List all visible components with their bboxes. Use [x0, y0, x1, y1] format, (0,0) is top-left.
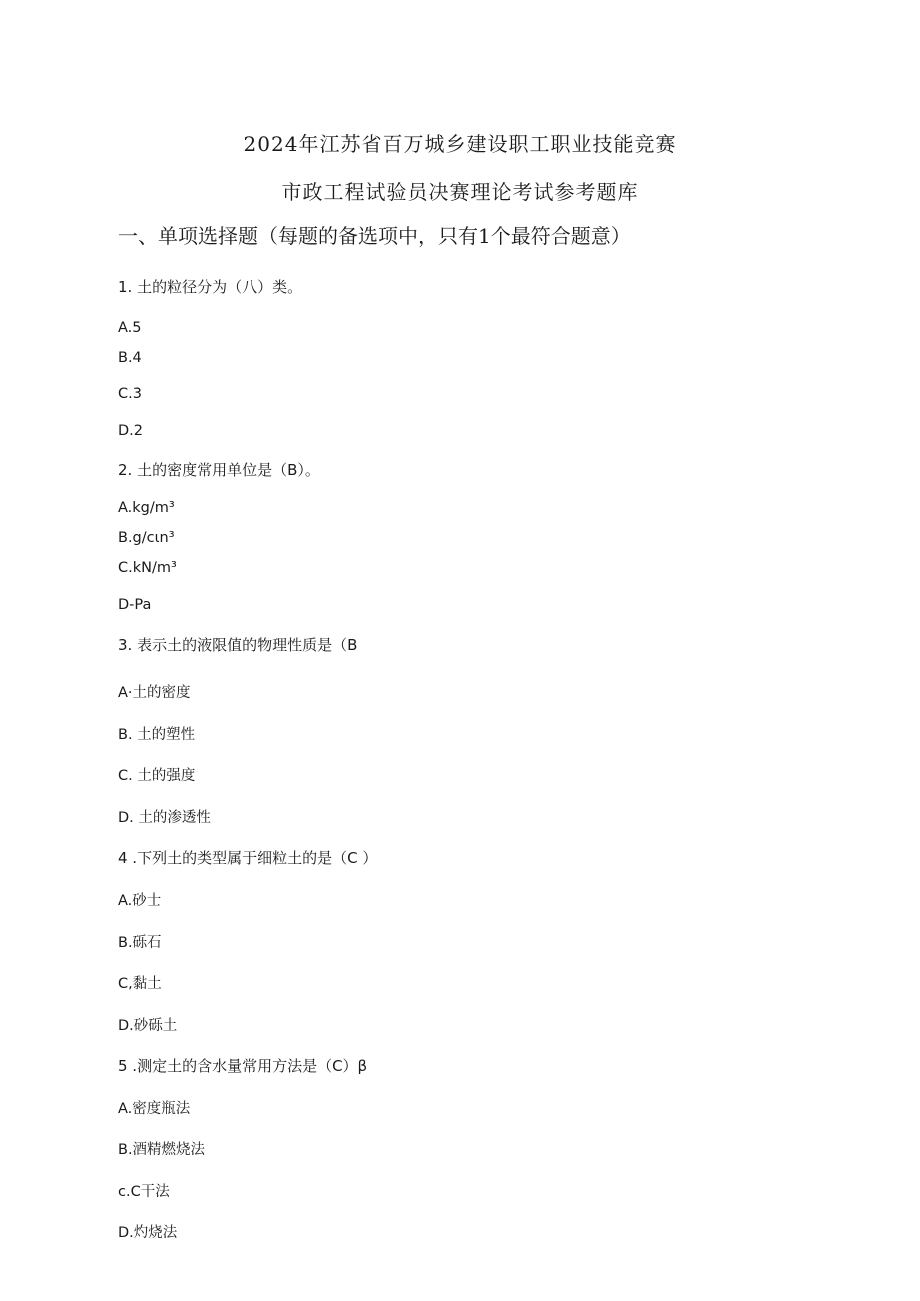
- question-4-option-c: C,黏土: [118, 976, 162, 992]
- document-title-line-2: 市政工程试验员决赛理论考试参考题库: [281, 180, 639, 204]
- question-2-option-d: D-Pa: [118, 597, 152, 613]
- question-2-option-b: B.g∕cιn³: [118, 530, 175, 546]
- question-5-text: 5 .测定土的含水量常用方法是（C）β: [118, 1057, 368, 1075]
- question-1-option-b: B.4: [118, 350, 142, 366]
- section-heading: 一、单项选择题（每题的备选项中，只有1个最符合题意）: [118, 224, 631, 248]
- document-title-line-1: 2024年江苏省百万城乡建设职工职业技能竞赛: [243, 132, 677, 156]
- question-1-text: 1. 土的粒径分为（八）类。: [118, 278, 303, 296]
- question-4-option-d: D.砂砾土: [118, 1018, 178, 1034]
- question-2-option-a: A.kg∕m³: [118, 500, 175, 516]
- question-3-option-a: A·土的密度: [118, 685, 191, 701]
- question-3-option-b: B. 土的塑性: [118, 727, 196, 743]
- question-4-option-a: A.砂士: [118, 893, 162, 909]
- question-4-text: 4 .下列土的类型属于细粒土的是（C ）: [118, 849, 378, 867]
- question-3-option-c: C. 土的强度: [118, 768, 196, 784]
- question-1-option-c: C.3: [118, 386, 142, 402]
- question-5-option-d: D.灼烧法: [118, 1225, 178, 1241]
- question-1-option-d: D.2: [118, 423, 143, 439]
- question-5-option-c: c.C干法: [118, 1184, 170, 1200]
- question-3-option-d: D. 土的渗透性: [118, 810, 211, 826]
- question-4-option-b: B.砾石: [118, 935, 162, 951]
- question-3-text: 3. 表示土的液限值的物理性质是（B: [118, 636, 358, 654]
- question-2-option-c: C.kN∕m³: [118, 560, 177, 576]
- question-5-option-b: B.酒精燃烧法: [118, 1142, 206, 1158]
- question-5-option-a: A.密度瓶法: [118, 1101, 191, 1117]
- question-1-option-a: A.5: [118, 320, 142, 336]
- question-2-text: 2. 土的密度常用单位是（B）。: [118, 461, 320, 479]
